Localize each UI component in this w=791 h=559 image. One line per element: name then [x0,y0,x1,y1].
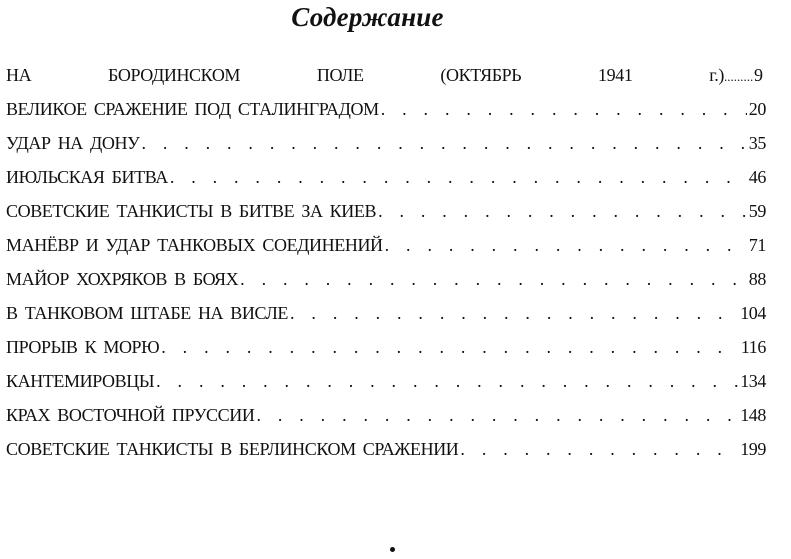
toc-entry [6,92,766,126]
toc-entry-word: 1941 [598,65,633,85]
toc-entry [6,194,766,228]
toc-entry [6,432,766,466]
toc-page-number: 148 [740,405,766,425]
table-of-contents [6,58,766,466]
dot-leader [256,398,738,432]
toc-page-number: 116 [740,337,766,357]
toc-entry-label: ВЕЛИКОЕ СРАЖЕНИЕ ПОД СТАЛИНГРАДОМ [6,99,379,119]
toc-entry [6,160,766,194]
toc-entry-label: УДАР НА ДОНУ [6,133,140,153]
toc-entry-word: (ОКТЯБРЬ [440,65,522,85]
toc-entry-word: ПОЛЕ [316,65,364,85]
dot-leader [381,92,747,126]
toc-entry [6,126,766,160]
toc-page-number: 88 [748,269,766,289]
toc-entry-word: БОРОДИНСКОМ [108,65,241,85]
toc-entry-label: СОВЕТСКИЕ ТАНКИСТЫ В БЕРЛИНСКОМ СРАЖЕНИИ [6,439,459,459]
toc-page-number: 71 [748,235,766,255]
toc-entry-label: СОВЕТСКИЕ ТАНКИСТЫ В БИТВЕ ЗА КИЕВ [6,201,377,221]
toc-page-number: 59 [748,201,766,221]
page-title: Содержание [291,2,444,32]
dot-leader [378,194,747,228]
toc-entry [6,58,766,92]
page-mark-dot [390,547,395,552]
dot-leader [290,296,738,330]
toc-entry-word: г.) [709,65,724,85]
dot-leader [170,160,747,194]
dot-leader [156,364,738,398]
toc-entry-label: В ТАНКОВОМ ШТАБЕ НА ВИСЛЕ [6,303,289,323]
toc-entry-label: ПРОРЫВ К МОРЮ [6,337,160,357]
toc-page-number: 104 [740,303,766,323]
toc-entry [6,228,766,262]
toc-entry [6,398,766,432]
toc-page-number: 199 [740,439,766,459]
toc-entry-label: КРАХ ВОСТОЧНОЙ ПРУССИИ [6,405,255,425]
toc-entry-label: ИЮЛЬСКАЯ БИТВА [6,167,168,187]
dot-leader [460,432,738,466]
toc-entry [6,364,766,398]
toc-page-number: 134 [740,371,766,391]
toc-entry-label: МАЙОР ХОХРЯКОВ В БОЯХ [6,269,239,289]
toc-entry-label: МАНЁВР И УДАР ТАНКОВЫХ СОЕДИНЕНИЙ [6,235,383,255]
toc-entry [6,296,766,330]
toc-page-number: 9 [754,65,763,85]
toc-entry-label [6,58,724,92]
toc-page-number: 35 [748,133,766,153]
toc-page-number: 46 [748,167,766,187]
dot-leader [161,330,739,364]
toc-entry-label: КАНТЕМИРОВЦЫ [6,371,155,391]
dot-leader [724,58,754,94]
toc-entry [6,330,766,364]
toc-entry-word: НА [6,65,32,85]
dot-leader [385,228,747,262]
dot-leader [240,262,747,296]
toc-entry [6,262,766,296]
dot-leader [141,126,746,160]
toc-page-number: 20 [748,99,766,119]
